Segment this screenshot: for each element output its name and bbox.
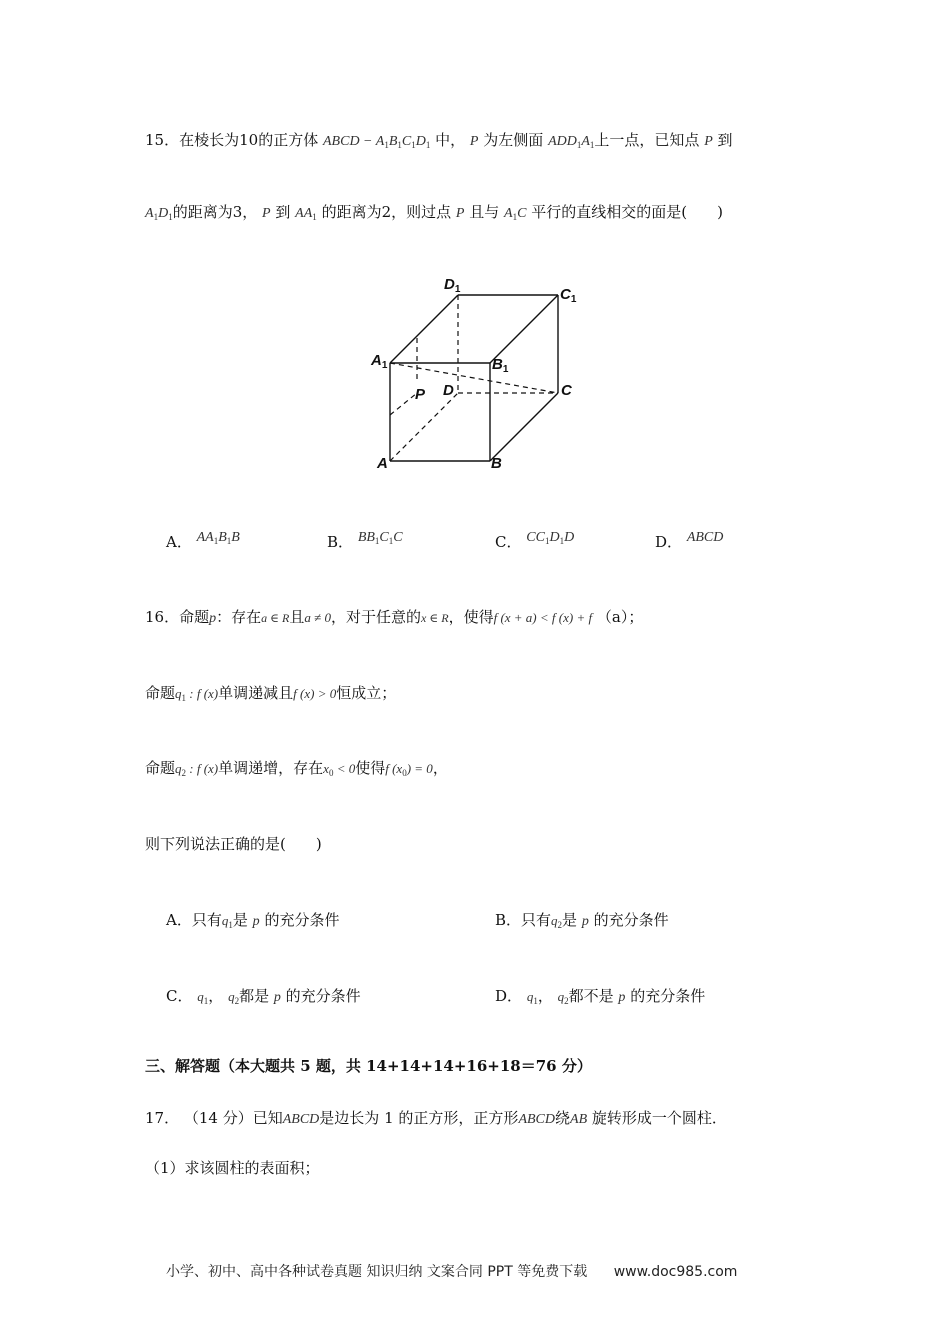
label-c: C: [561, 382, 572, 399]
label-d: D: [443, 382, 454, 399]
label-b: B: [491, 455, 502, 472]
q16-option-d[interactable]: D． $q_1$， $q_2$都不是 p 的充分条件: [495, 987, 706, 1006]
edge-b1-c1: [490, 295, 558, 363]
q16-line1: 16．命题p：存在a ∈ R且a ≠ 0，对于任意的x ∈ R，使得f (x + a) < f (x) + f （a）；: [145, 608, 644, 626]
footer-site-link[interactable]: www.doc985.com: [613, 1264, 738, 1280]
edge-a1-d1: [390, 295, 458, 363]
cube-name-math: ABCD − $A_1B_1C_1D_1$: [323, 134, 431, 150]
q15-line1: 15．在棱长为10的正方体 ABCD − $A_1B_1C_1D_1$ 中， P 为左侧面 $ADD_1A_1$上一点，已知点 P 到: [145, 131, 733, 150]
q16-option-a[interactable]: A．只有$q_1$是 p 的充分条件: [166, 911, 340, 930]
label-a: A: [377, 455, 388, 472]
footer-ad: [166, 1261, 737, 1281]
label-a1: $A_1$: [371, 352, 388, 371]
section-3-title: 三、解答题（本大题共 5 题，共 14+14+14+16+18＝76 分）: [145, 1057, 592, 1075]
q15-option-b[interactable]: B． $BB_1C_1C$: [327, 530, 403, 551]
seg-aa1: $AA_1$: [295, 206, 317, 222]
label-c1: $C_1$: [560, 286, 577, 305]
q15-line2: $A_1D_1$的距离为3， P 到 $AA_1$ 的距离为2，则过点 P 且与 $A_1C$ 平行的直线相交的面是( ): [145, 203, 723, 222]
label-b1: $B_1$: [492, 356, 509, 375]
seg-a1c: $A_1C$: [504, 206, 527, 222]
seg-a1d1: $A_1D_1$: [145, 206, 173, 222]
q16-line3: 命题$q_2$ : f (x)单调递增，存在$x_0 < 0$使得f $(x_0) = 0$，: [145, 759, 448, 778]
edge-a-d-hidden: [390, 393, 458, 461]
cube-figure: [360, 265, 590, 480]
edge-b-c: [490, 393, 558, 461]
label-p: P: [415, 386, 426, 403]
q16-line4: 则下列说法正确的是( ): [145, 835, 322, 853]
q16-line2: 命题$q_1$ : f (x)单调递减且f (x) > 0恒成立；: [145, 684, 397, 703]
label-d1: $D_1$: [444, 276, 461, 295]
q16-option-b[interactable]: B．只有$q_2$是 p 的充分条件: [495, 911, 669, 930]
face-name-math: $ADD_1A_1$: [548, 134, 595, 150]
q15-option-c[interactable]: C． $CC_1D_1D$: [495, 530, 575, 551]
q15-option-a[interactable]: A． $AA_1B_1B$: [166, 530, 240, 551]
footer-text: 小学、初中、高中各种试卷真题 知识归纳 文案合同 PPT 等免费下载: [166, 1264, 588, 1280]
segment-p-a: [390, 393, 417, 415]
q17-line1: 17． （14 分）已知ABCD是边长为 1 的正方形，正方形ABCD绕AB 旋转形成一个圆柱．: [145, 1109, 727, 1127]
q16-option-c[interactable]: C． $q_1$， $q_2$都是 p 的充分条件: [166, 987, 361, 1006]
q17-part1: （1）求该圆柱的表面积；: [145, 1159, 320, 1177]
q15-option-d[interactable]: D． ABCD: [655, 530, 724, 551]
